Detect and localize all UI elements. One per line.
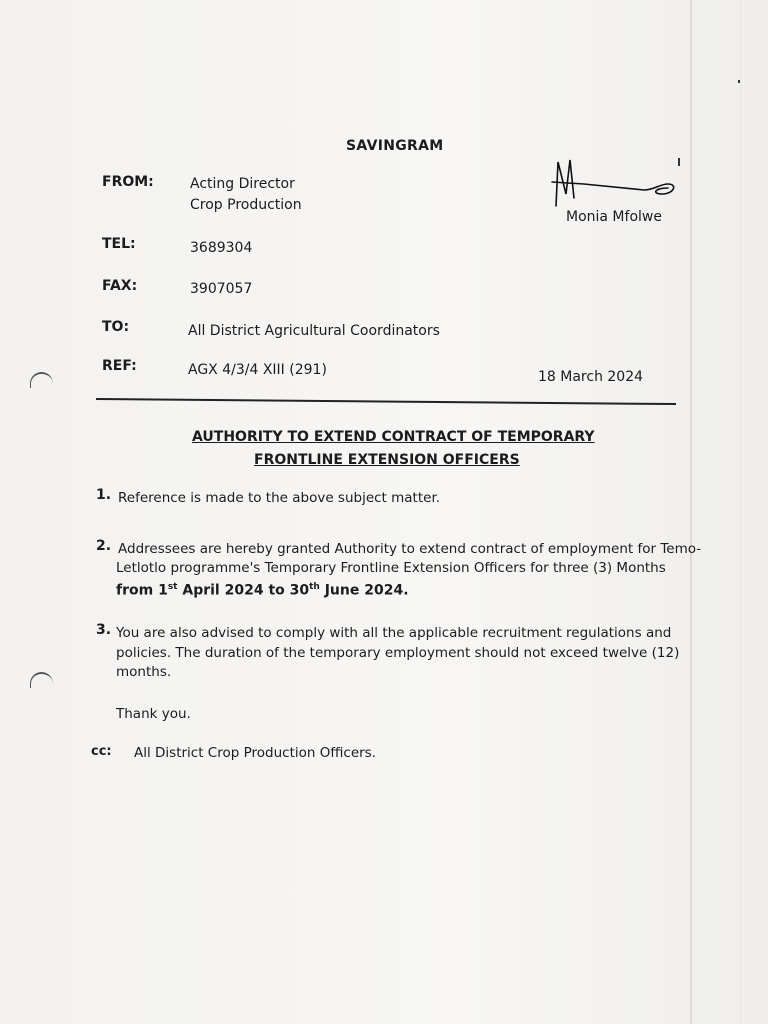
ref-label: REF: xyxy=(102,358,137,374)
to-label: TO: xyxy=(102,319,130,335)
tel-value: 3689304 xyxy=(190,240,253,256)
subject-line-1: AUTHORITY TO EXTEND CONTRACT OF TEMPORARY xyxy=(192,429,595,445)
paragraph-3-line-2: policies. The duration of the temporary employment should not exceed twelve (12) xyxy=(116,645,680,661)
tel-label: TEL: xyxy=(102,236,136,252)
paragraph-2-line-1: Addressees are hereby granted Authority to extend contract of employment for Temo- xyxy=(118,541,702,557)
to-value: All District Agricultural Coordinators xyxy=(188,323,440,339)
cc-value: All District Crop Production Officers. xyxy=(134,745,377,761)
document-title: SAVINGRAM xyxy=(346,138,444,154)
from-label: FROM: xyxy=(102,174,154,190)
handwritten-signature xyxy=(544,154,684,214)
ref-value: AGX 4/3/4 XIII (291) xyxy=(188,362,327,378)
scan-speck xyxy=(738,80,740,83)
paragraph-1-number: 1. xyxy=(96,487,112,503)
punch-hole-mark xyxy=(30,672,53,688)
paragraph-2-period: from 1st April 2024 to 30th June 2024. xyxy=(116,582,409,599)
paragraph-3-number: 3. xyxy=(96,622,112,638)
paragraph-3-line-3: months. xyxy=(116,664,172,680)
fax-value: 3907057 xyxy=(190,281,253,297)
from-line2: Crop Production xyxy=(190,197,302,213)
memo-date: 18 March 2024 xyxy=(538,369,644,385)
paragraph-2-line-2: Letlotlo programme's Temporary Frontline Extension Officers for three (3) Months xyxy=(116,560,666,576)
closing-text: Thank you. xyxy=(116,706,191,722)
cc-label: cc: xyxy=(91,744,112,759)
paragraph-3-line-1: You are also advised to comply with all the applicable recruitment regulations and xyxy=(116,625,672,641)
header-divider xyxy=(96,398,676,405)
paragraph-2-number: 2. xyxy=(96,538,112,554)
punch-hole-mark xyxy=(30,372,53,388)
fax-label: FAX: xyxy=(102,278,138,294)
page-edge-outer xyxy=(740,0,741,1024)
page-edge xyxy=(690,0,692,1024)
subject-line-2: FRONTLINE EXTENSION OFFICERS xyxy=(254,452,520,468)
paragraph-1: Reference is made to the above subject matter. xyxy=(118,490,441,506)
signatory-name: Monia Mfolwe xyxy=(566,209,662,225)
from-line1: Acting Director xyxy=(190,176,295,192)
